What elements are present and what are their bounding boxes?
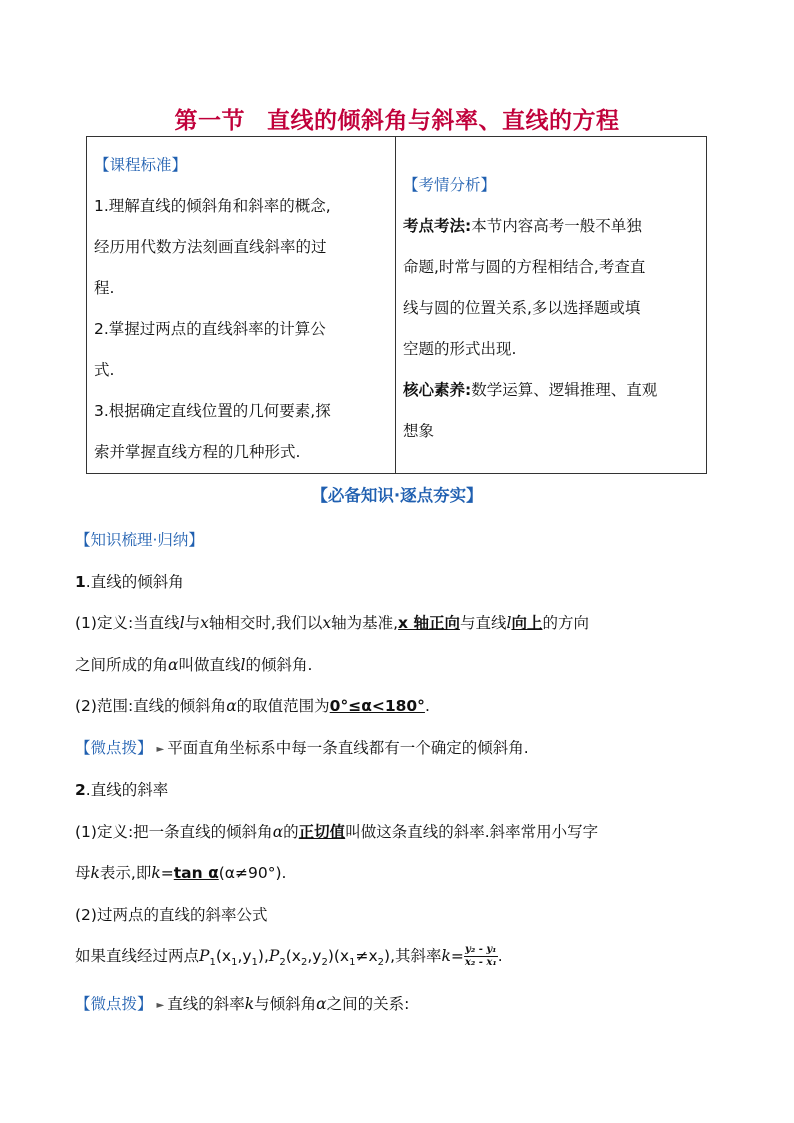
title-text: 直线的倾斜角与斜率、直线的方程	[267, 108, 620, 134]
course-standard-cell	[87, 137, 396, 474]
exam-analysis-cell	[396, 137, 707, 474]
answer-blank: 向上	[511, 614, 543, 632]
suyang-label: 核心素养:	[403, 381, 472, 399]
knowledge-header: 【知识梳理·归纳】	[75, 531, 204, 549]
standard-line: 经历用代数方法刻画直线斜率的过	[94, 238, 327, 256]
exam-analysis-header: 【考情分析】	[403, 176, 497, 194]
right-triangle-arrow-icon: ►	[156, 743, 165, 755]
s2-definition: (1)定义:把一条直线的倾斜角α的正切值叫做这条直线的斜率.斜率常用小写字	[75, 822, 599, 841]
s2-definition-cont: 母k表示,即k=tan α(α≠90°).	[75, 864, 287, 882]
s2-formula-title: (2)过两点的直线的斜率公式	[75, 905, 268, 924]
answer-blank: 0°≤α<180°	[329, 697, 425, 715]
s1-tip: 【微点拨】 ► 平面直角坐标系中每一条直线都有一个确定的倾斜角.	[75, 738, 529, 757]
analysis-line: 命题,时常与圆的方程相结合,考查直	[403, 258, 646, 276]
analysis-line: 空题的形式出现.	[403, 340, 517, 358]
s2-title: 2.直线的斜率	[75, 781, 169, 799]
answer-blank: tan α	[173, 864, 219, 882]
s2-formula: 如果直线经过两点$P_1(x_1,y_1),P_2(x_2,y_2)(x_1\ne x_2)$,其斜率k= $\frac{\text{y₂ - y₁}}{\text{x₂ - x₁}}$ .	[75, 944, 503, 969]
title-section-number: 第一节	[174, 108, 245, 134]
analysis-line: 想象	[403, 422, 435, 440]
standard-line: 3.根据确定直线位置的几何要素,探	[94, 402, 331, 420]
s1-definition-cont: 之间所成的角α叫做直线l的倾斜角.	[75, 655, 313, 674]
standard-line: 2.掌握过两点的直线斜率的计算公	[94, 320, 326, 338]
analysis-line: 本节内容高考一般不单独	[471, 217, 642, 235]
answer-blank: 正切值	[298, 822, 346, 841]
analysis-line: 线与圆的位置关系,多以选择题或填	[403, 299, 641, 317]
right-triangle-arrow-icon: ►	[156, 999, 165, 1011]
page-title	[0, 102, 794, 135]
knowledge-body	[75, 520, 725, 1026]
s2-tip: 【微点拨】 ► 直线的斜率k与倾斜角α之间的关系:	[75, 994, 410, 1013]
tip-label: 【微点拨】	[75, 738, 153, 757]
standard-line: 程.	[94, 279, 115, 297]
section-header: 【必备知识·逐点夯实】	[311, 486, 483, 505]
slope-fraction: $\frac{\text{y₂ - y₁}}{\text{x₂ - x₁}}$	[464, 944, 497, 968]
standard-line: 索并掌握直线方程的几种形式.	[94, 443, 301, 461]
standards-table	[86, 136, 707, 474]
standard-line: 1.理解直线的倾斜角和斜率的概念,	[94, 197, 331, 215]
s1-definition: (1)定义:当直线l与x轴相交时,我们以x轴为基准,x 轴正向与直线l向上的方向	[75, 614, 589, 632]
analysis-line: 数学运算、逻辑推理、直观	[471, 381, 658, 399]
s1-range: (2)范围:直线的倾斜角α的取值范围为0°≤α<180°.	[75, 697, 430, 715]
tip-label: 【微点拨】	[75, 994, 153, 1013]
answer-blank: x 轴正向	[398, 614, 460, 632]
s1-title: 1.直线的倾斜角	[75, 572, 184, 591]
standard-line: 式.	[94, 361, 115, 379]
kaodian-label: 考点考法:	[403, 217, 472, 235]
course-standard-header: 【课程标准】	[94, 156, 188, 174]
